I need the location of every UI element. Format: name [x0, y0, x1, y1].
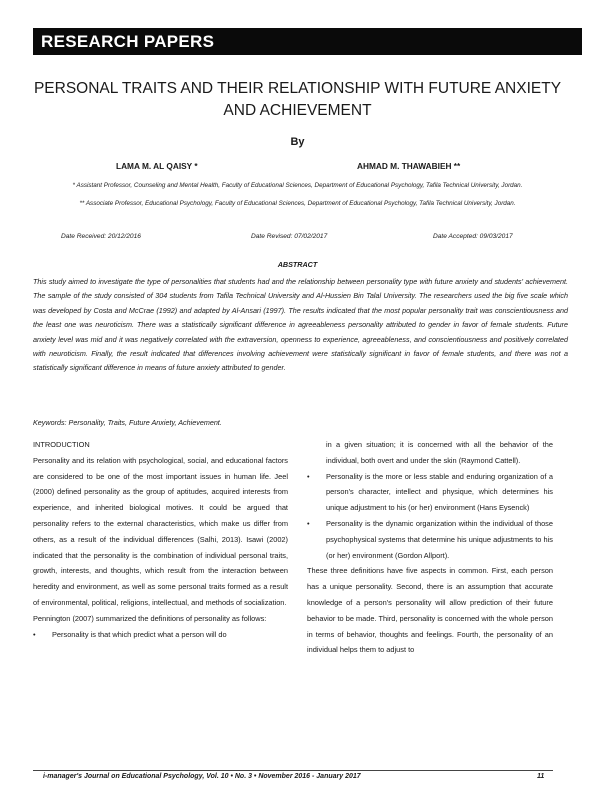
list-item — [33, 627, 288, 643]
introduction-heading: INTRODUCTION — [33, 440, 90, 449]
section-banner — [33, 28, 582, 55]
keywords: Keywords: Personality, Traits, Future Anxiety, Achievement. — [33, 418, 222, 427]
paper-title-line-2: AND ACHIEVEMENT — [223, 102, 372, 119]
footer-rule — [33, 770, 553, 771]
bullet-icon: • — [33, 629, 36, 639]
left-column — [33, 437, 288, 642]
paper-title-line-1: PERSONAL TRAITS AND THEIR RELATIONSHIP WITH FUTURE ANXIETY — [33, 80, 562, 97]
list-item — [307, 469, 553, 516]
bullet-1-continued: in a given situation; it is concerned with all the behavior of the individual, both overt and under the skin (Raymond Cattell). — [326, 440, 553, 465]
intro-paragraph-1: Personality and its relation with psychological, social, and educational factors are considered to be one of the most important issues in human life. Jeel (2000) defined personality as the group of aptitudes, acquired interests from experience, and inherited biological motives. It could be argued that personality refers to the external characteristics, which make us differ from others, as a result of the individual differences (Salhi, 2013). Isawi (2002) indicated that the personality is the combination of individual personal traits, growth, interests, and thoughts, which result from the interaction between heredity and environment, as well as some personal traits formed as a result of environmental, political, religions, intellectual, and methods of socialization. — [33, 455, 288, 607]
affiliation-1: * Assistant Professor, Counseling and Mental Health, Faculty of Educational Sciences, Department of Educational Psychology, Tafila Technical University, Jordan. — [72, 182, 523, 189]
bullet-icon: • — [307, 471, 310, 481]
right-paragraph: These three definitions have five aspects in common. First, each person has a unique personality. Second, there is an assumption that accurate knowledge of a person's personality will allow prediction of their future behavior to be made. Third, personality is concerned with the whole person in terms of behavior, thoughts and feelings. Fourth, the personality of an individual helps them to adjust to — [307, 566, 553, 655]
bullet-2-text: Personality is the more or less stable and enduring organization of a person's character, intellect and physique, which determines his unique adjustment to his (or her) environment (Hans Eysenck) — [326, 471, 553, 513]
by-label: By — [290, 136, 305, 148]
author-2: AHMAD M. THAWABIEH ** — [357, 161, 461, 171]
affiliation-2: ** Associate Professor, Educational Psychology, Faculty of Educational Sciences, Department of Educational Psychology, Tafila Technical University, Jordan. — [79, 200, 516, 207]
author-1: LAMA M. AL QAISY * — [116, 161, 198, 171]
bullet-icon: • — [307, 518, 310, 528]
section-banner-label: RESEARCH PAPERS — [41, 32, 215, 51]
intro-paragraph-2: Pennington (2007) summarized the definitions of personality as follows: — [33, 613, 267, 623]
bullet-3-text: Personality is the dynamic organization within the individual of those psychophysical systems that determine his unique adjustments to his (or her) environment (Gordon Allport). — [326, 518, 553, 560]
date-received: Date Received: 20/12/2016 — [61, 233, 141, 240]
journal-footer: i-manager's Journal on Educational Psychology, Vol. 10 • No. 3 • November 2016 - January 2017 — [43, 773, 361, 780]
paper-title — [30, 78, 565, 122]
list-item-continued — [307, 437, 553, 469]
date-accepted: Date Accepted: 09/03/2017 — [433, 233, 513, 240]
abstract-heading: ABSTRACT — [277, 260, 318, 269]
abstract-text: This study aimed to investigate the type of personalities that students had and the relationship between personality type with future anxiety and students' achievement. The sample of the study consisted of 304 students from Tafila Technical University and Al-Hussien Bin Talal University. The researchers used the big five scale which was developed by Costa and McCrae (1992) and adapted by Al-Ansari (1997). The results indicated that the most popular personality trait was conscientiousness and the least one was neuroticism. There was a statistically significant difference in agreeableness personality attributed to gender in favor of female students. Future anxiety level was mid and it was negatively correlated with the extraversion, openness to experience, agreeableness, and conscientiousness and positively correlated with neuroticism. Finally, the result indicated that differences involving achievement were statistically significant in favor of female students, and there was not a statistically significant difference in means of future anxiety attributed to gender. — [33, 277, 568, 373]
list-item — [307, 516, 553, 563]
bullet-1-text: Personality is that which predict what a person will do — [52, 629, 227, 639]
date-revised: Date Revised: 07/02/2017 — [251, 233, 328, 240]
right-column — [307, 437, 553, 658]
page-number: 11 — [537, 773, 545, 780]
